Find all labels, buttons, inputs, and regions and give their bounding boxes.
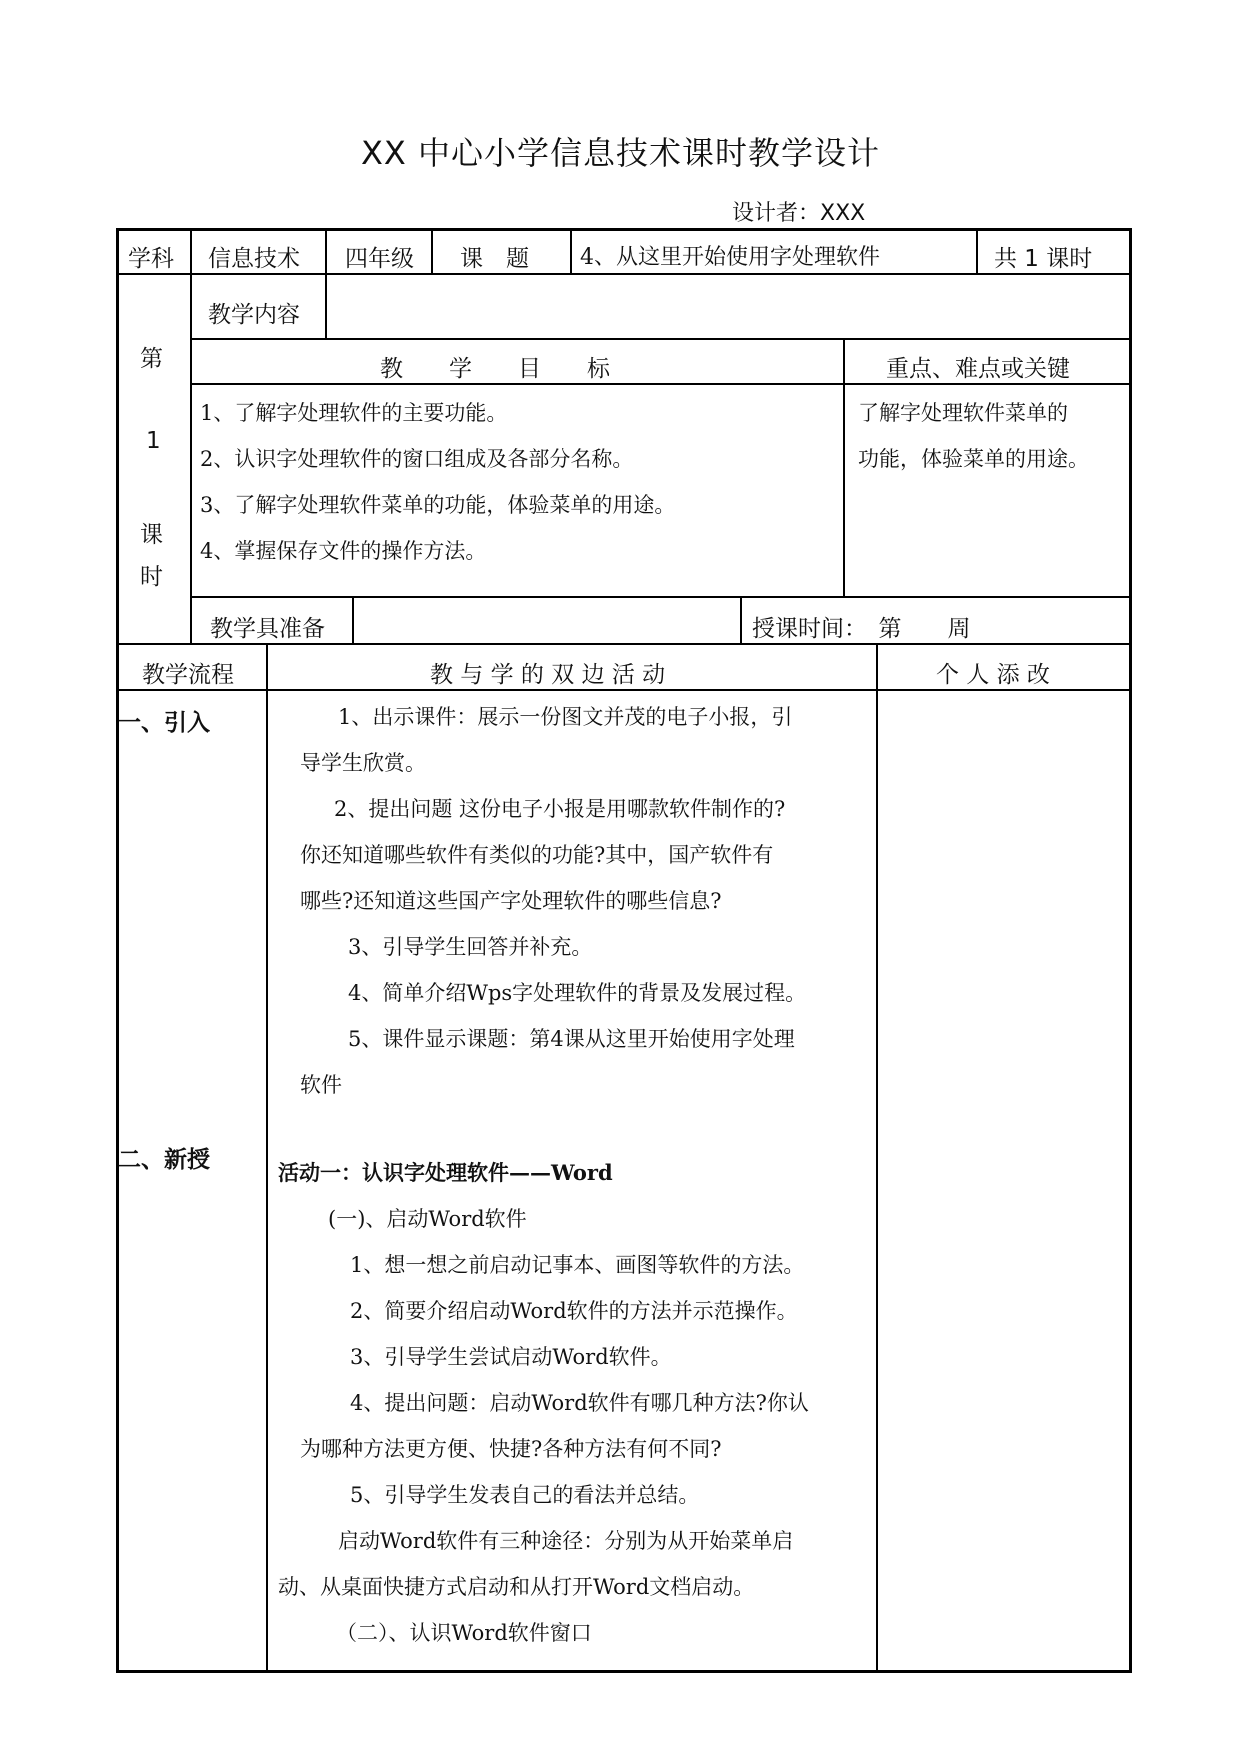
lesson-marker-1: 第: [140, 346, 163, 372]
activity-line: 1、想一想之前启动记事本、画图等软件的方法。: [350, 1253, 805, 1277]
activity-line: 5、引导学生发表自己的看法并总结。: [350, 1483, 700, 1507]
activity-line: 4、提出问题：启动Word软件有哪几种方法?你认: [350, 1391, 809, 1415]
goal-2: 2、认识字处理软件的窗口组成及各部分名称。: [200, 447, 634, 471]
goal-1: 1、了解字处理软件的主要功能。: [200, 401, 508, 425]
activity-line: 3、引导学生回答并补充。: [348, 935, 593, 959]
goal-4: 4、掌握保存文件的操作方法。: [200, 539, 487, 563]
keypoint-line-2: 功能，体验菜单的用途。: [858, 447, 1089, 471]
personal-header: 个 人 添 改: [936, 662, 1050, 688]
class-time-label: 授课时间： 第 周: [752, 616, 971, 642]
activity-line: (一)、启动Word软件: [328, 1207, 527, 1231]
activity-line: 软件: [300, 1073, 342, 1097]
flow-header: 教学流程: [142, 662, 234, 688]
content-label: 教学内容: [208, 302, 300, 328]
activity-line: 你还知道哪些软件有类似的功能?其中，国产软件有: [300, 843, 774, 867]
activity-line: 2、提出问题 这份电子小报是用哪款软件制作的?: [334, 797, 786, 821]
grade-value: 四年级: [345, 246, 414, 272]
section-intro: 一、引入: [118, 710, 210, 736]
lesson-marker-4: 时: [140, 564, 163, 590]
hours-value: 共 1 课时: [994, 246, 1093, 272]
activity-line: 3、引导学生尝试启动Word软件。: [350, 1345, 672, 1369]
activity-line: 2、简要介绍启动Word软件的方法并示范操作。: [350, 1299, 798, 1323]
prep-label: 教学具准备: [210, 616, 325, 642]
goals-header: 教 学 目 标: [380, 356, 610, 382]
keypoints-header: 重点、难点或关键: [886, 356, 1070, 382]
designer-label: 设计者：XXX: [732, 201, 866, 226]
topic-value: 4、从这里开始使用字处理软件: [580, 245, 880, 270]
activity-header: 教 与 学 的 双 边 活 动: [430, 662, 666, 688]
section-new: 二、新授: [118, 1147, 210, 1173]
page-title: XX 中心小学信息技术课时教学设计: [360, 134, 881, 172]
lesson-marker-2: 1: [146, 428, 161, 454]
activity-line: 活动一：认识字处理软件——Word: [278, 1160, 613, 1185]
activity-line: 动、从桌面快捷方式启动和从打开Word文档启动。: [278, 1575, 755, 1599]
activity-line: 启动Word软件有三种途径：分别为从开始菜单启: [338, 1529, 794, 1553]
activity-line: 4、简单介绍Wps字处理软件的背景及发展过程。: [348, 981, 807, 1005]
activity-line: 导学生欣赏。: [300, 751, 426, 775]
activity-line: 为哪种方法更方便、快捷?各种方法有何不同?: [300, 1437, 722, 1461]
activity-line: （二）、认识Word软件窗口: [336, 1621, 592, 1645]
activity-line: 1、出示课件：展示一份图文并茂的电子小报，引: [338, 705, 793, 729]
topic-label: 课 题: [460, 246, 529, 272]
keypoint-line-1: 了解字处理软件菜单的: [858, 401, 1068, 425]
subject-label: 学科: [128, 246, 174, 272]
subject-value: 信息技术: [208, 246, 300, 272]
lesson-marker-3: 课: [140, 522, 163, 548]
activity-line: 哪些?还知道这些国产字处理软件的哪些信息?: [300, 889, 722, 913]
activity-line: 5、课件显示课题：第4课从这里开始使用字处理: [348, 1027, 795, 1051]
goal-3: 3、了解字处理软件菜单的功能，体验菜单的用途。: [200, 493, 676, 517]
